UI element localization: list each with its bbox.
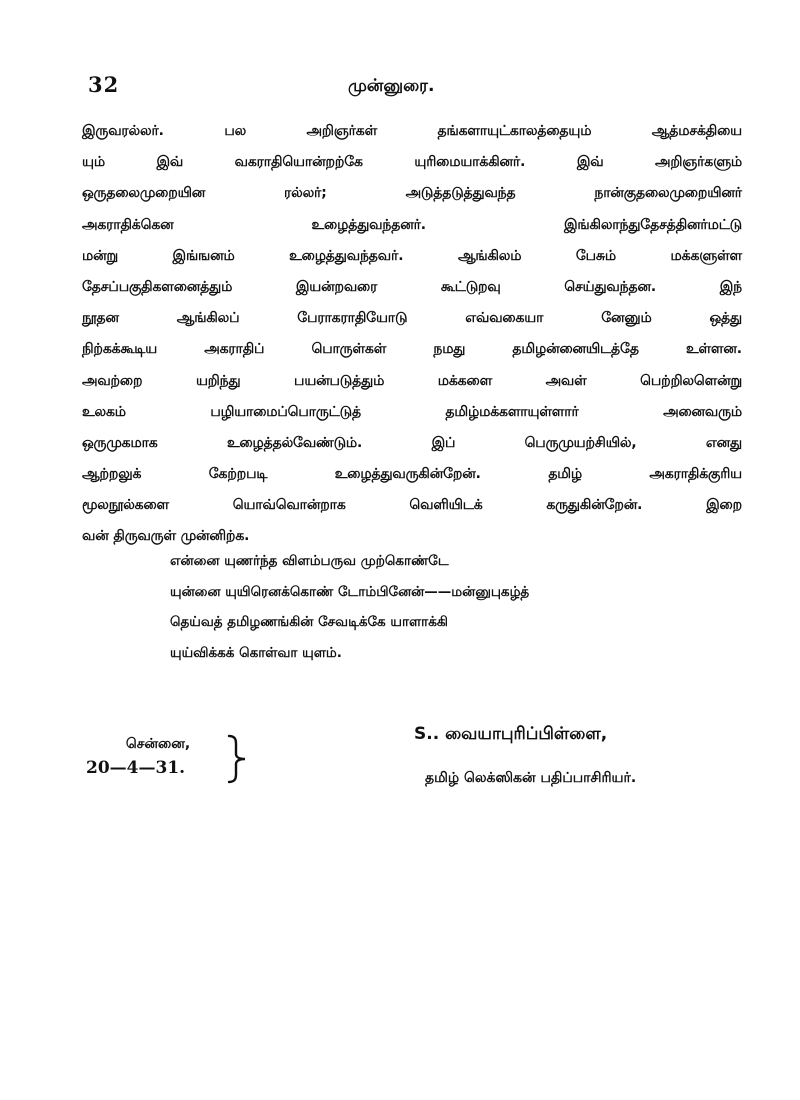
page-number: 32 xyxy=(88,72,120,97)
body-line: ஒருதலைமுறையின ரல்லர்; அடுத்தடுத்துவந்த நான்குதலைமுறையினர் xyxy=(82,185,742,202)
body-line: இருவரல்லர். பல அறிஞர்கள் தங்களாயுட்காலத்தையும் ஆத்மசக்தியை xyxy=(82,123,742,139)
body-line: நிற்கக்கூடிய அகராதிப் பொருள்கள் நமது தமிழன்னையிடத்தே உள்ளன. xyxy=(82,341,742,358)
place: சென்னை, xyxy=(125,736,191,752)
body-line: மூலநூல்களை யொவ்வொன்றாக வெளியிடக் கருதுகின்றேன். இறை xyxy=(82,497,742,514)
date: 20—4—31. xyxy=(86,758,186,778)
curly-brace-icon xyxy=(226,734,248,784)
body-line: அகராதிக்கென உழைத்துவந்தனர். இங்கிலாந்துதேசத்தினர்மட்டு xyxy=(82,216,742,233)
verse-line: என்னை யுணர்ந்த விளம்பருவ முற்கொண்டே xyxy=(170,553,449,569)
body-line: ஒருமுகமாக உழைத்தல்வேண்டும். இப் பெருமுயற்சியில், எனது xyxy=(82,434,742,451)
body-line: உலகம் பழியாமைப்பொருட்டுத் தமிழ்மக்களாயுள்ளார் அனைவரும் xyxy=(82,403,742,420)
verse-line: யுய்விக்கக் கொள்வா யுளம். xyxy=(170,644,342,661)
signatory-name xyxy=(414,724,607,746)
body-line: வன் திருவருள் முன்னிற்க. xyxy=(82,528,250,545)
running-head: முன்னுரை. xyxy=(348,76,435,96)
verse-block xyxy=(170,546,529,668)
verse-line: யுன்னை யுயிரெனக்கொண் டோம்பினேன்——மன்னுபுகழ்த் xyxy=(170,583,530,600)
signatory-title: தமிழ் லெக்ஸிகன் பதிப்பாசிரியர். xyxy=(425,770,637,786)
body-line: தேசப்பகுதிகளனைத்தும் இயன்றவரை கூட்டுறவு செய்துவந்தன. இந் xyxy=(82,278,742,295)
body-paragraph xyxy=(82,116,742,553)
body-line: நூதன ஆங்கிலப் பேராகராதியோடு எவ்வகையா னேனும் ஒத்து xyxy=(82,310,742,327)
verse-line: தெய்வத் தமிழணங்கின் சேவடிக்கே யாளாக்கி xyxy=(170,614,448,630)
body-line: ஆற்றலுக் கேற்றபடி உழைத்துவருகின்றேன். தமிழ் அகராதிக்குரிய xyxy=(82,466,742,483)
body-line: அவற்றை யறிந்து பயன்படுத்தும் மக்களை அவள் பெற்றிலளென்று xyxy=(82,372,742,389)
place-date-block xyxy=(86,736,226,778)
body-line: யும் இவ் வகராதியொன்றற்கே யுரிமையாக்கினர். இவ் அறிஞர்களும் xyxy=(82,154,742,171)
signatory-name-text: S.. வையாபுரிப்பிள்ளை, xyxy=(414,724,608,744)
body-line: மன்று இங்ஙனம் உழைத்துவந்தவர். ஆங்கிலம் பேசும் மக்களுள்ள xyxy=(82,247,742,264)
